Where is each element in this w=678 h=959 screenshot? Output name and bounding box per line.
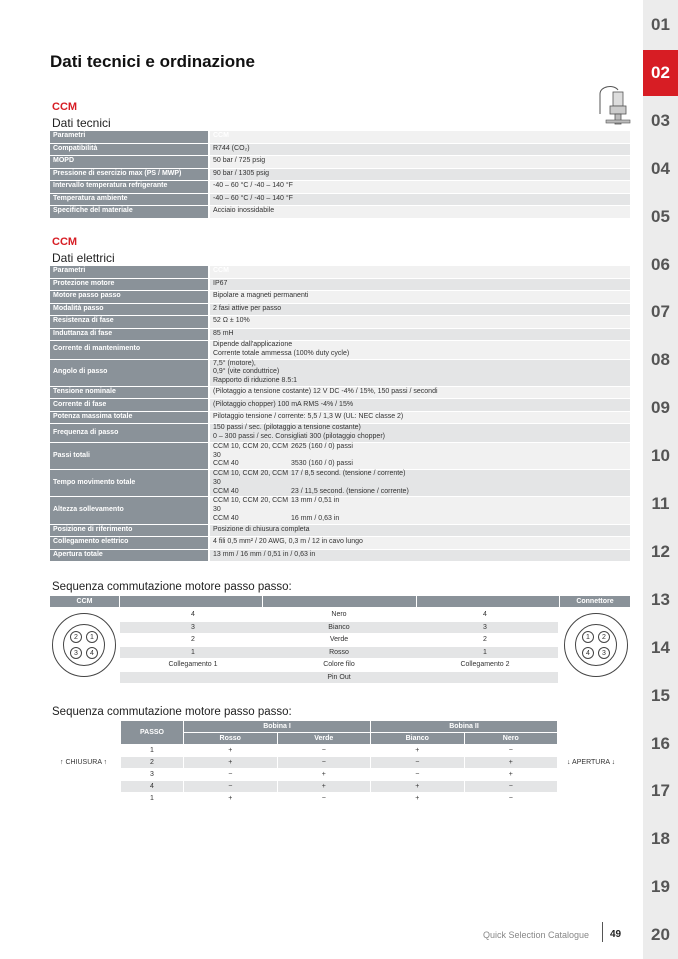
param-name: Corrente di mantenimento <box>50 341 210 359</box>
seq1-cell: 3 <box>191 623 195 631</box>
chapter-tab-17[interactable]: 17 <box>651 781 670 801</box>
seq1-title: Sequenza commutazione motore passo passo: <box>52 581 292 593</box>
param-value <box>210 316 630 328</box>
col-bianco: Bianco <box>371 733 464 744</box>
elec-brand: CCM <box>52 236 78 248</box>
table-row <box>50 206 630 218</box>
param-value <box>210 470 630 496</box>
polarity-cell: + <box>278 781 371 792</box>
table-row <box>50 304 630 316</box>
param-value: 90 bar / 1305 psig <box>210 169 630 181</box>
tech-subtitle: Dati tecnici <box>52 116 111 130</box>
value-line: (Pilotaggio a tensione costante) 12 V DC -4% / 15%, 150 passi / secondi <box>213 388 438 396</box>
polarity-cell: − <box>371 757 464 768</box>
chapter-tab-01[interactable]: 01 <box>651 15 670 34</box>
param-value: -40 – 60 °C / -40 – 140 °F <box>210 181 630 193</box>
seq1-cell: 3 <box>483 623 487 631</box>
polarity-cell: − <box>465 781 558 792</box>
polarity-cell: + <box>371 745 464 756</box>
seq1-header-blank <box>263 596 416 607</box>
value-line: 4 fili 0,5 mm² / 20 AWG, 0,3 m / 12 in cavo lungo <box>213 538 363 546</box>
value-pair <box>213 497 627 515</box>
value-line: 7,5° (motore), <box>213 359 256 367</box>
step-row <box>121 781 557 792</box>
polarity-cell: − <box>465 745 558 756</box>
value-line: Corrente totale ammessa (100% duty cycle) <box>213 349 350 357</box>
param-value <box>210 279 630 291</box>
chapter-tab-02[interactable]: 02 <box>643 50 678 96</box>
pin-label: 4 <box>582 647 594 659</box>
param-name: Temperatura ambiente <box>50 194 210 206</box>
param-value <box>210 443 630 469</box>
coil1-header: Bobina I <box>184 721 370 732</box>
value-line: Bipolare a magneti permanenti <box>213 292 309 300</box>
seq1-cell: Rosso <box>329 648 349 656</box>
table-row <box>50 316 630 328</box>
chapter-tab-11[interactable]: 11 <box>651 494 670 513</box>
value-line: 52 Ω ± 10% <box>213 317 250 325</box>
param-name: Posizione di riferimento <box>50 525 210 537</box>
param-value <box>210 412 630 424</box>
value-line: 0,9° (vite conduttrice) <box>213 368 280 376</box>
model-name: CCM 40 <box>213 487 239 495</box>
opening-label: ↓ APERTURA ↓ <box>567 759 616 766</box>
param-name: Compatibilità <box>50 144 210 156</box>
value-line: (Pilotaggio chopper) 100 mA RMS -4% / 15% <box>213 400 354 408</box>
param-name: Frequenza di passo <box>50 424 210 442</box>
seq1-table <box>50 596 630 681</box>
chapter-tabs <box>643 0 678 959</box>
seq1-row <box>120 647 558 658</box>
pin-out-row <box>120 672 558 683</box>
seq1-cell: 2 <box>483 636 487 643</box>
catalogue-name: Quick Selection Catalogue <box>483 930 590 940</box>
header-cell: Parametri <box>50 131 210 143</box>
model-value: 2625 (160 / 0) passi <box>291 442 353 450</box>
polarity-cell: + <box>278 769 371 780</box>
table-row <box>50 443 630 469</box>
chapter-tab-13[interactable]: 13 <box>651 589 670 609</box>
param-name: Altezza sollevamento <box>50 497 210 523</box>
table-row <box>50 360 630 386</box>
param-name: Pressione di esercizio max (PS / MWP) <box>50 169 210 181</box>
value-line: Rapporto di riduzione 8.5:1 <box>213 377 298 384</box>
col-rosso: Rosso <box>184 733 277 744</box>
param-name: Tensione nominale <box>50 387 210 399</box>
chapter-tab-20[interactable]: 20 <box>651 925 670 945</box>
step-row <box>121 769 557 780</box>
param-name: Tempo movimento totale <box>50 470 210 496</box>
table-row <box>50 424 630 442</box>
pin-label: 2 <box>598 631 610 643</box>
polarity-cell: + <box>465 757 558 768</box>
step-row <box>121 793 557 804</box>
param-name: Passi totali <box>50 443 210 469</box>
seq1-cell: Bianco <box>328 623 350 631</box>
chapter-tab-19[interactable]: 19 <box>651 877 670 897</box>
param-value: 50 bar / 725 psig <box>210 156 630 168</box>
seq1-row <box>120 609 558 620</box>
value-pair <box>213 460 627 469</box>
polarity-cell: + <box>465 769 558 780</box>
seq1-cell: Collegamento 1 <box>168 661 218 668</box>
param-name: Potenza massima totale <box>50 412 210 424</box>
seq1-cell: Colore filo <box>323 661 355 668</box>
polarity-cell: − <box>465 793 558 804</box>
chapter-tab-08[interactable]: 08 <box>651 350 670 370</box>
polarity-cell: − <box>278 793 371 804</box>
param-value <box>210 360 630 386</box>
seq1-row <box>120 622 558 633</box>
value-line: 13 mm / 16 mm / 0,51 in / 0,63 in <box>213 550 316 558</box>
param-value: R744 (CO₂) <box>210 144 630 156</box>
tech-brand: CCM <box>52 101 78 113</box>
model-value: 23 / 11,5 second. (tensione / corrente) <box>291 487 409 495</box>
coil2-header: Bobina II <box>371 721 557 732</box>
seq1-cell: 2 <box>191 636 195 643</box>
seq1-cell: Verde <box>329 636 349 643</box>
page-number: 49 <box>610 929 622 940</box>
param-name: Specifiche del materiale <box>50 206 210 218</box>
polarity-cell: + <box>184 793 277 804</box>
pin-label: 4 <box>86 647 98 659</box>
model-name: CCM 10, CCM 20, CCM 30 <box>213 442 289 459</box>
header-cell: Parametri <box>50 266 210 278</box>
seq2-title: Sequenza commutazione motore passo passo: <box>52 706 292 718</box>
seq1-header-blank <box>120 596 262 607</box>
step-row <box>121 745 557 756</box>
param-name: Modalità passo <box>50 304 210 316</box>
seq1-header-ccm: CCM <box>50 596 119 607</box>
param-value <box>210 537 630 549</box>
chapter-tab-10[interactable]: 10 <box>651 446 670 466</box>
param-value <box>210 304 630 316</box>
polarity-cell: + <box>371 781 464 792</box>
polarity-cell: − <box>184 769 277 780</box>
table-row <box>50 144 630 156</box>
step-number: 2 <box>121 757 183 768</box>
seq1-cell: 1 <box>191 648 195 656</box>
seq1-cell: 4 <box>191 611 195 618</box>
param-name: Corrente di fase <box>50 399 210 411</box>
elec-subtitle: Dati elettrici <box>52 251 115 265</box>
seq1-cell: Collegamento 2 <box>460 661 510 668</box>
chapter-tab-09[interactable]: 09 <box>651 398 670 418</box>
param-name: Apertura totale <box>50 550 210 562</box>
value-line: Dipende dall'applicazione <box>213 341 293 348</box>
pin-label: 2 <box>70 631 82 643</box>
model-value: 13 mm / 0,51 in <box>291 497 340 505</box>
polarity-cell: − <box>278 745 371 756</box>
polarity-cell: − <box>371 769 464 780</box>
param-value <box>210 291 630 303</box>
param-value <box>210 550 630 562</box>
passo-header: PASSO <box>121 721 183 744</box>
table-row <box>50 181 630 193</box>
seq1-header-connector: Connettore <box>560 596 630 607</box>
table-row <box>50 169 630 181</box>
param-value <box>210 525 630 537</box>
model-value: 17 / 8,5 second. (tensione / corrente) <box>291 470 406 477</box>
connector-pinout-diagram <box>564 613 628 677</box>
polarity-cell: + <box>184 757 277 768</box>
closing-label: ↑ CHIUSURA ↑ <box>60 759 108 766</box>
param-value: -40 – 60 °C / -40 – 140 °F <box>210 194 630 206</box>
polarity-cell: + <box>184 745 277 756</box>
value-pair <box>213 443 627 461</box>
pin-label: 3 <box>70 647 82 659</box>
table-row <box>50 329 630 341</box>
chapter-tab-03[interactable]: 03 <box>651 110 670 130</box>
seq1-header <box>50 596 630 607</box>
table-row <box>50 412 630 424</box>
chapter-tab-15[interactable]: 15 <box>651 685 670 705</box>
col-nero: Nero <box>465 733 558 744</box>
seq1-cell: 1 <box>483 648 487 656</box>
chapter-tab-06[interactable]: 06 <box>651 254 670 274</box>
value-pair <box>213 470 627 488</box>
value-pair <box>213 515 627 524</box>
model-name: CCM 40 <box>213 460 239 468</box>
value-line: 2 fasi attive per passo <box>213 304 282 312</box>
table-row <box>50 291 630 303</box>
table-row <box>50 537 630 549</box>
value-line: Pilotaggio tensione / corrente: 5,5 / 1,3 W (UL: NEC classe 2) <box>213 413 404 421</box>
pin-label: 1 <box>582 631 594 643</box>
step-number: 4 <box>121 781 183 792</box>
model-value: 16 mm / 0,63 in <box>291 514 340 522</box>
ccm-pinout-diagram <box>52 613 116 677</box>
chapter-tab-07[interactable]: 07 <box>651 302 670 322</box>
value-line: IP67 <box>213 279 228 287</box>
step-number: 3 <box>121 769 183 780</box>
chapter-tab-05[interactable]: 05 <box>651 206 670 226</box>
table-row <box>50 470 630 496</box>
param-name: Induttanza di fase <box>50 329 210 341</box>
param-value <box>210 341 630 359</box>
value-line: Posizione di chiusura completa <box>213 525 310 533</box>
pin-out-label: Pin Out <box>327 673 351 681</box>
table-row <box>50 341 630 359</box>
value-line: 0 – 300 passi / sec. Consigliati 300 (pilotaggio chopper) <box>213 433 385 440</box>
footer-divider <box>602 922 603 942</box>
step-number: 1 <box>121 745 183 756</box>
table-row <box>50 525 630 537</box>
valve-illustration <box>592 84 632 130</box>
value-pair <box>213 488 627 497</box>
table-row <box>50 156 630 168</box>
pin-label: 1 <box>86 631 98 643</box>
param-name: Protezione motore <box>50 279 210 291</box>
table-header <box>50 266 630 278</box>
col-verde: Verde <box>278 733 371 744</box>
seq1-row <box>120 634 558 645</box>
table-row <box>50 497 630 523</box>
seq2-table <box>120 720 558 805</box>
seq1-row <box>120 659 558 670</box>
value-line: 150 passi / sec. (pilotaggio a tensione costante) <box>213 424 361 432</box>
param-name: MOPD <box>50 156 210 168</box>
polarity-cell: − <box>278 757 371 768</box>
elec-table <box>50 265 630 562</box>
chapter-tab-12[interactable]: 12 <box>651 541 670 561</box>
seq1-cell: Nero <box>331 611 347 618</box>
param-value <box>210 329 630 341</box>
chapter-tab-18[interactable]: 18 <box>651 829 670 849</box>
param-name: Collegamento elettrico <box>50 537 210 549</box>
model-name: CCM 40 <box>213 514 239 522</box>
model-value: 3530 (160 / 0) passi <box>291 460 353 468</box>
table-row <box>50 194 630 206</box>
param-value <box>210 399 630 411</box>
model-name: CCM 10, CCM 20, CCM 30 <box>213 470 289 486</box>
tech-table <box>50 130 630 219</box>
page-title: Dati tecnici e ordinazione <box>50 52 255 71</box>
polarity-cell: + <box>371 793 464 804</box>
header-cell: CCM <box>210 131 630 143</box>
param-value <box>210 424 630 442</box>
param-value <box>210 497 630 523</box>
table-header <box>50 131 630 143</box>
param-value: Acciaio inossidabile <box>210 206 630 218</box>
pin-label: 3 <box>598 647 610 659</box>
header-cell: CCM <box>210 266 630 278</box>
step-number: 1 <box>121 793 183 804</box>
table-row <box>50 279 630 291</box>
chapter-tab-16[interactable]: 16 <box>651 733 670 753</box>
value-line: 85 mH <box>213 329 234 337</box>
param-name: Intervallo temperatura refrigerante <box>50 181 210 193</box>
model-name: CCM 10, CCM 20, CCM 30 <box>213 497 289 513</box>
param-value <box>210 387 630 399</box>
param-name: Angolo di passo <box>50 360 210 386</box>
param-name: Motore passo passo <box>50 291 210 303</box>
seq1-cell: 4 <box>483 611 487 618</box>
chapter-tab-14[interactable]: 14 <box>651 637 670 657</box>
table-row <box>50 550 630 562</box>
step-row <box>121 757 557 768</box>
seq1-header-blank <box>417 596 559 607</box>
polarity-cell: − <box>184 781 277 792</box>
param-name: Resistenza di fase <box>50 316 210 328</box>
table-row <box>50 399 630 411</box>
chapter-tab-04[interactable]: 04 <box>651 158 670 178</box>
table-row <box>50 387 630 399</box>
